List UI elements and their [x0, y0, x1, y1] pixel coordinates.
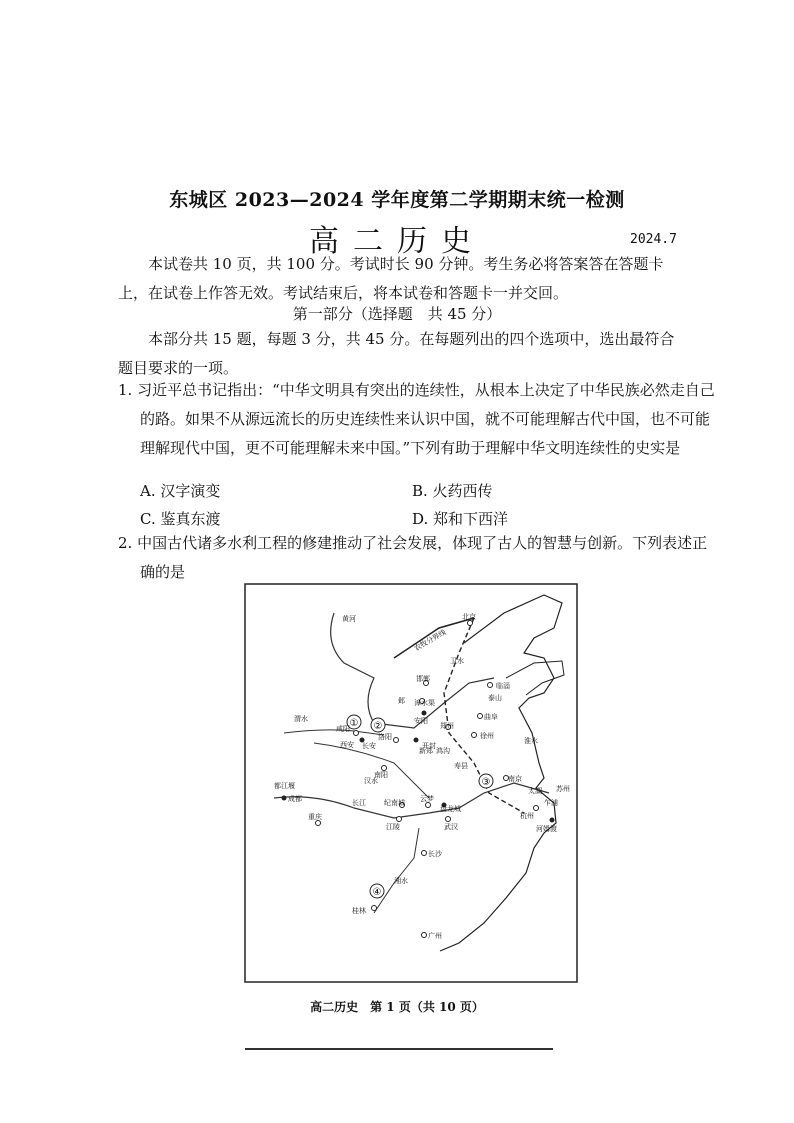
marker-3 — [479, 774, 493, 788]
place-ye: 邺 — [398, 697, 405, 705]
place-suzhou: 苏州 — [556, 785, 570, 793]
river-changjiang: 长江 — [352, 799, 366, 807]
place-qufu: 曲阜 — [484, 713, 498, 721]
place-xianyang: 咸阳 — [336, 725, 350, 733]
question-1-stem: 1. 习近平总书记指出：“中华文明具有突出的连续性，从根本上决定了中华民族必然走自己的路。如果不从源远流长的历史连续性来认识中国，就不可能理解古代中国，也不可能理解现代中国，更不可能理解未来中国。”下列有助于理解中华文明连续性的史实是 — [118, 381, 715, 457]
river-hanshui: 汉水 — [364, 777, 378, 785]
page-footer: 高二历史 第 1 页（共 10 页） — [310, 1000, 484, 1014]
place-dujiangyan: 都江堰 — [274, 782, 295, 790]
marker-3-label: ③ — [481, 777, 491, 788]
place-taihu: 太湖 — [528, 787, 542, 795]
place-handan: 邯郸 — [416, 675, 430, 683]
marker-4-label: ④ — [372, 887, 382, 898]
place-luoyang: 洛阳 — [378, 733, 392, 741]
place-hangzhou: 杭州 — [520, 812, 534, 820]
place-nanjing: 南京 — [508, 775, 522, 783]
part1-intro: 本部分共 15 题，每题 3 分，共 45 分。在每题列出的四个选项中，选出最符合题目要求的一项。 — [118, 330, 675, 377]
question-1-option-c: C. 鉴真东渡 — [140, 510, 221, 528]
water-works-map — [244, 583, 578, 983]
marker-2-label: ② — [373, 721, 383, 732]
exam-title: 东城区 2023—2024 学年度第二学期期末统一检测 — [169, 189, 625, 211]
place-zhapu: 乍浦 — [544, 799, 558, 807]
question-1-option-b: B. 火药西传 — [412, 482, 493, 500]
place-changan: 长安 — [362, 742, 376, 750]
place-jinancheng: 纪南城 — [384, 799, 405, 807]
marker-1-label: ① — [349, 718, 359, 729]
marker-4 — [370, 884, 384, 898]
place-xinzheng: 新郑 — [419, 747, 433, 755]
river-weishui: 渭水 — [294, 715, 308, 723]
place-anyang: 安阳 — [414, 717, 428, 725]
place-guilin: 桂林 — [352, 907, 366, 915]
place-guangzhou: 广州 — [428, 932, 442, 940]
place-yunmeng: 云梦 — [420, 795, 434, 803]
place-beijing: 北京 — [462, 613, 476, 621]
place-hemudu: 河姆渡 — [536, 825, 557, 833]
instructions: 本试卷共 10 页，共 100 分。考试时长 90 分钟。考生务必将答案答在答题卡上，在试卷上作答无效。考试结束后，将本试卷和答题卡一并交回。 — [118, 255, 664, 302]
part1-heading: 第一部分（选择题 共 45 分） — [292, 305, 502, 323]
place-zhengzhou: 郑州 — [440, 722, 454, 730]
place-chengdu: 成都 — [288, 795, 302, 803]
place-taishan: 泰山 — [488, 694, 502, 702]
place-shouxian: 寿县 — [454, 762, 468, 770]
marker-2 — [371, 718, 385, 732]
place-xuzhou: 徐州 — [480, 732, 494, 740]
place-huaishui: 淮水 — [524, 737, 538, 745]
question-1-option-d: D. 郑和下西洋 — [412, 510, 509, 528]
place-zhangshuiqu: 漳水渠 — [414, 699, 435, 707]
river-honggou: 鸿沟 — [436, 747, 450, 755]
place-linzi: 临淄 — [496, 682, 510, 690]
farming-pastoral-label: 农牧分界线 — [413, 628, 448, 653]
river-xiangshui: 湘水 — [394, 877, 408, 885]
river-huanghe: 黄河 — [342, 615, 356, 623]
bottom-rule — [245, 1048, 553, 1050]
place-wuhan: 武汉 — [444, 823, 458, 831]
exam-date: 2024.7 — [630, 232, 677, 247]
river-weishui-north: 卫水 — [450, 657, 464, 665]
question-1-option-a: A. 汉字演变 — [140, 482, 221, 500]
place-xian: 西安 — [340, 741, 354, 749]
subject-title: 高二历史 — [309, 224, 485, 259]
place-nanyang: 南阳 — [374, 771, 388, 779]
place-jiangling: 江陵 — [386, 823, 400, 831]
question-2-stem: 2. 中国古代诸多水利工程的修建推动了社会发展，体现了古人的智慧与创新。下列表述正确的是 — [118, 534, 708, 581]
place-chongqing: 重庆 — [308, 813, 322, 821]
place-kaifeng: 开封 — [422, 742, 436, 750]
place-changsha: 长沙 — [428, 850, 442, 858]
place-panlongcheng: 盘龙城 — [440, 805, 461, 813]
